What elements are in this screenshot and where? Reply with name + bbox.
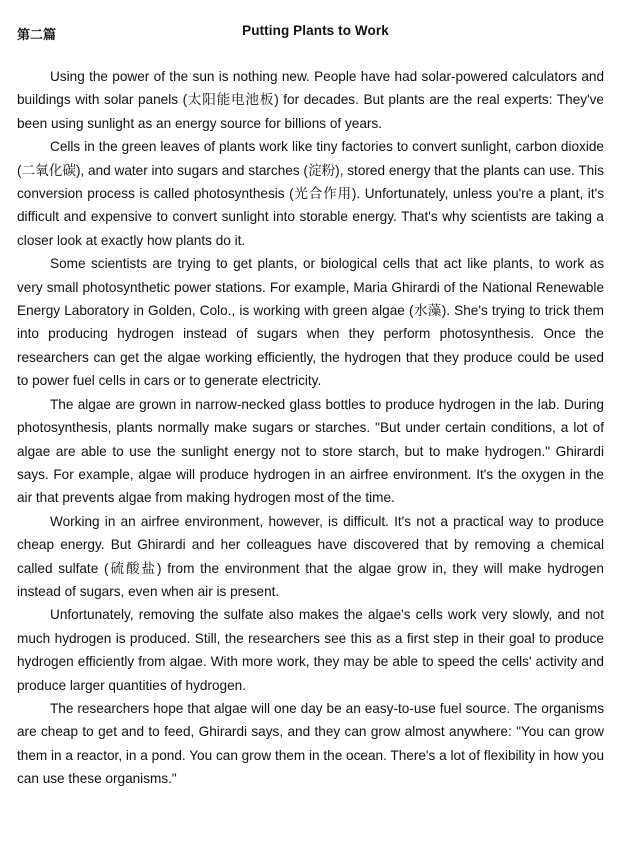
page-header [17,22,604,46]
paragraph: Working in an airfree environment, however, is difficult. It's not a practical way to produce cheap energy. But Ghirardi and her colleagues have discovered that by removing a chemical called sulfate (硫酸盐) from the environment that the algae grow in, they will make hydrogen instead of sugars, even when air is present. [17,513,604,599]
paragraph: Unfortunately, removing the sulfate also makes the algae's cells work very slowly, and not much hydrogen is produced. Still, the researchers see this as a first step in their goal to produce hydrogen efficiently from algae. With more work, they may be able to speed the cells' activity and produce larger quantities of hydrogen. [17,607,604,693]
section-label: 第二篇 [17,28,57,43]
article-body [17,65,604,791]
paragraph: Using the power of the sun is nothing new. People have had solar-powered calculators and buildings with solar panels (太阳能电池板) for decades. But plants are the real experts: They've been using sunlight as an energy source for billions of years. [17,69,604,131]
page-title: Putting Plants to Work [242,23,389,38]
paragraph: The researchers hope that algae will one day be an easy-to-use fuel source. The organisms are cheap to get and to feed, Ghirardi says, and they can grow almost anywhere: "You can grow them in a reactor, in a pond. You can grow them in the ocean. There's a lot of flexibility in how you can use these organisms." [17,700,604,787]
paragraph: Cells in the green leaves of plants work like tiny factories to convert sunlight, carbon dioxide (二氧化碳), and water into sugars and starches (淀粉), stored energy that the plants can use. This conversion process is called photosynthesis (光合作用). Unfortunately, unless you're a plant, it's difficult and expensive to convert sunlight into storable energy. That's why scientists are taking a closer look at exactly how plants do it. [17,139,604,248]
paragraph: The algae are grown in narrow-necked glass bottles to produce hydrogen in the lab. During photosynthesis, plants normally make sugars or starches. "But under certain conditions, a lot of algae are able to use the sunlight energy not to store starch, but to make hydrogen." Ghirardi says. For example, algae will produce hydrogen in an airfree environment. It's the oxygen in the air that prevents algae from making hydrogen most of the time. [17,396,604,506]
paragraph: Some scientists are trying to get plants, or biological cells that act like plants, to work as very small photosynthetic power stations. For example, Maria Ghirardi of the National Renewable Energy Laboratory in Golden, Colo., is working with green algae (水藻). She's trying to trick them into producing hydrogen instead of sugars when they perform photosynthesis. Once the researchers can get the algae working efficiently, the hydrogen that they produce could be used to power fuel cells in cars or to generate electricity. [17,256,604,389]
